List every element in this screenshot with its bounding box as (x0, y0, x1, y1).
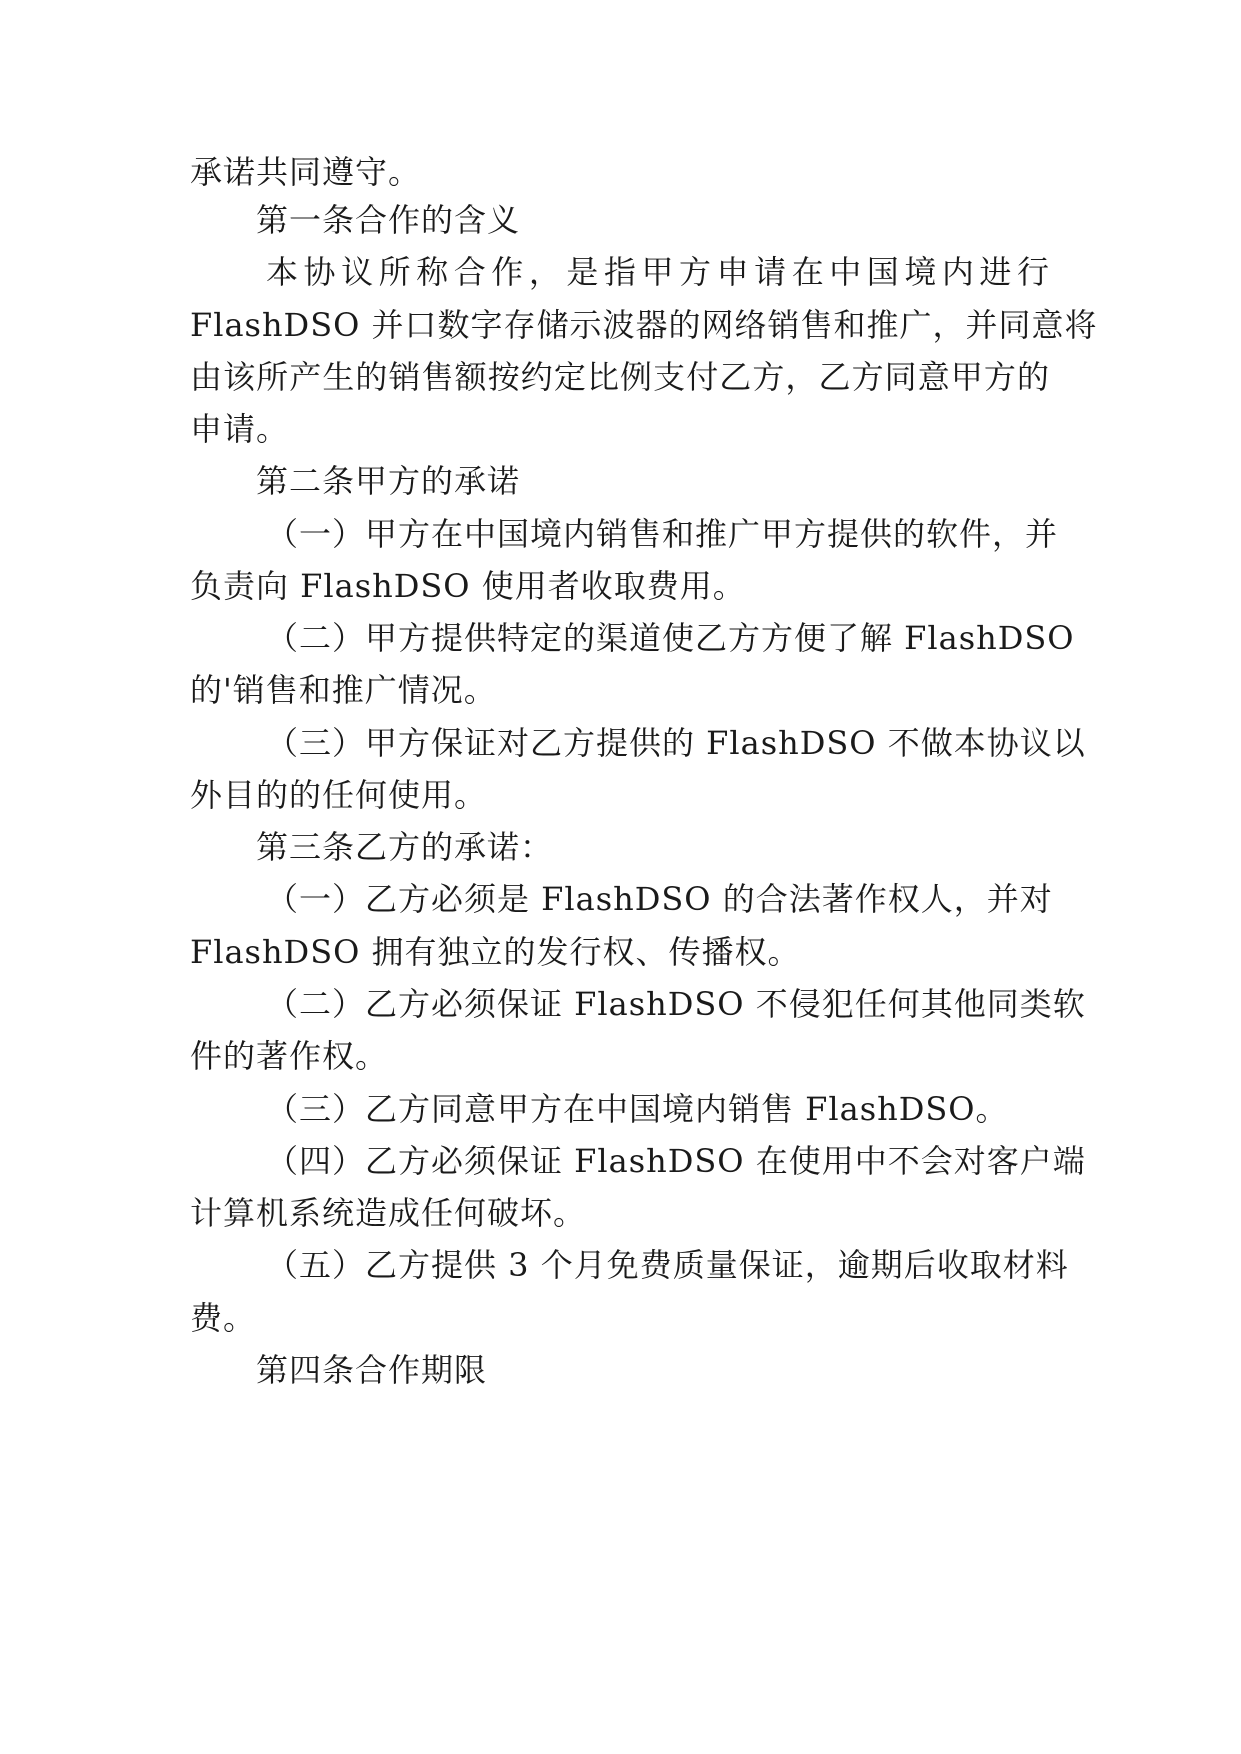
text-line: 件的著作权。 (190, 1037, 389, 1075)
text-line: （一）甲方在中国境内销售和推广甲方提供的软件，并 (266, 515, 1059, 553)
text-line: FlashDSO 并口数字存储示波器的网络销售和推广，并同意将 (190, 306, 1098, 344)
text-line: 的'销售和推广情况。 (190, 671, 497, 709)
text-line: （二）甲方提供特定的渠道使乙方方便了解 FlashDSO (266, 619, 1075, 657)
text-line: 承诺共同遵守。 (190, 153, 422, 191)
text-line: （三）甲方保证对乙方提供的 FlashDSO 不做本协议以 (266, 724, 1086, 762)
section-heading: 第四条合作期限 (256, 1351, 488, 1389)
section-heading: 第一条合作的含义 (256, 201, 521, 239)
text-line: （三）乙方同意甲方在中国境内销售 FlashDSO。 (266, 1090, 1009, 1128)
text-line: （四）乙方必须保证 FlashDSO 在使用中不会对客户端 (266, 1142, 1086, 1180)
text-line: FlashDSO 拥有独立的发行权、传播权。 (190, 933, 801, 971)
text-line: （一）乙方必须是 FlashDSO 的合法著作权人，并对 (266, 880, 1053, 918)
text-line: 由该所产生的销售额按约定比例支付乙方，乙方同意甲方的 (190, 358, 1050, 396)
text-line: 申请。 (190, 410, 290, 448)
section-heading: 第二条甲方的承诺 (256, 462, 521, 500)
text-line: 外目的的任何使用。 (190, 776, 488, 814)
text-line: 负责向 FlashDSO 使用者收取费用。 (190, 567, 746, 605)
text-line: 计算机系统造成任何破坏。 (190, 1194, 587, 1232)
text-line: 费。 (190, 1299, 257, 1337)
section-heading: 第三条乙方的承诺： (256, 828, 554, 866)
text-line: （二）乙方必须保证 FlashDSO 不侵犯任何其他同类软 (266, 985, 1086, 1023)
text-line: 本协议所称合作，是指甲方申请在中国境内进行 (266, 253, 1050, 291)
text-line: （五）乙方提供 3 个月免费质量保证，逾期后收取材料 (266, 1246, 1069, 1284)
